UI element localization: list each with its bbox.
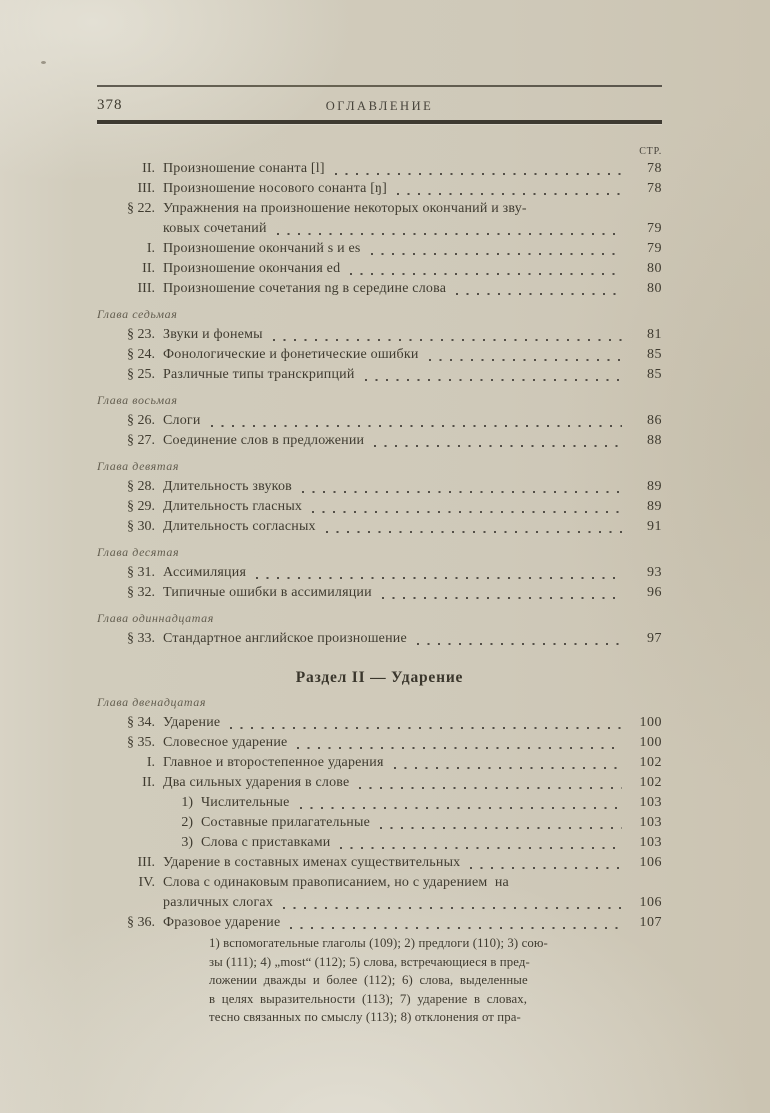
- entry-label: § 24.: [127, 347, 155, 362]
- note-line: ложении дважды и более (112); 6) слова, выделенные: [209, 973, 528, 987]
- page-number: 85: [647, 367, 662, 382]
- toc-entry: [97, 753, 662, 773]
- footnote-summary: [209, 934, 618, 1027]
- page-number: 78: [647, 161, 662, 176]
- page-number: 79: [647, 221, 662, 236]
- dot-leader: [456, 293, 622, 295]
- entry-text: Длительность гласных: [163, 499, 303, 514]
- toc-entry: [97, 583, 662, 603]
- entry-label: II.: [142, 261, 155, 276]
- page-number: 93: [647, 565, 662, 580]
- page-number: 78: [647, 181, 662, 196]
- chapter-heading: Глава седьмая: [97, 307, 178, 321]
- header-top-rule: [97, 85, 662, 87]
- entry-text: Произношение носового сонанта [ŋ]: [163, 181, 388, 196]
- dot-leader: [380, 827, 622, 829]
- dot-leader: [382, 597, 622, 599]
- toc-entry: [97, 913, 662, 933]
- toc-section: [97, 546, 662, 603]
- entry-label: I.: [146, 241, 155, 256]
- note-line: в целях выразительности (113); 7) ударение в словах,: [209, 991, 528, 1006]
- dot-leader: [374, 445, 622, 447]
- dot-leader: [340, 847, 622, 849]
- chapter-heading: Глава восьмая: [97, 393, 178, 407]
- page-number: 106: [639, 855, 662, 870]
- page-number: 80: [647, 261, 662, 276]
- table-of-contents: [97, 159, 662, 1027]
- entry-label: I.: [146, 755, 155, 770]
- toc-entry: [97, 431, 662, 451]
- entry-text: Стандартное английское произношение: [163, 631, 407, 646]
- entry-text: Длительность звуков: [163, 479, 292, 494]
- entry-text: Слова с приставками: [201, 835, 331, 850]
- page-number: 79: [647, 241, 662, 256]
- toc-section: [97, 394, 662, 451]
- dot-leader: [397, 193, 622, 195]
- dot-leader: [211, 425, 622, 427]
- entry-label: § 22.: [127, 201, 155, 216]
- toc-entry: [97, 563, 662, 583]
- toc-entry: [97, 793, 662, 813]
- entry-label: § 29.: [127, 499, 155, 514]
- entry-label: § 28.: [127, 479, 155, 494]
- toc-entry: [97, 813, 662, 833]
- note-line: тесно связанных по смыслу (113); 8) отклонения от пра-: [209, 1010, 521, 1024]
- note-line: зы (111); 4) „most“ (112); 5) слова, встречающиеся в пред-: [209, 954, 530, 969]
- dot-leader: [335, 173, 622, 175]
- entry-text: Составные прилагательные: [201, 815, 371, 830]
- toc-entry: [97, 833, 662, 853]
- toc-entry: [97, 713, 662, 733]
- entry-text: Длительность согласных: [163, 519, 316, 534]
- page-number: 88: [647, 433, 662, 448]
- page-number: 100: [639, 735, 662, 750]
- entry-label: III.: [137, 181, 155, 196]
- entry-label: § 31.: [127, 565, 155, 580]
- toc-entry: [97, 873, 662, 893]
- page-number: 107: [639, 915, 662, 930]
- page-number-folio: 378: [97, 97, 123, 113]
- dot-leader: [277, 233, 622, 235]
- toc-entry: [97, 279, 662, 299]
- entry-text: Ударение: [163, 715, 221, 730]
- toc-section: [97, 460, 662, 537]
- toc-section: [97, 308, 662, 385]
- dot-leader: [273, 339, 622, 341]
- toc-entry: [97, 411, 662, 431]
- page-number: 85: [647, 347, 662, 362]
- entry-text: ковых сочетаний: [163, 221, 267, 236]
- page-number: 103: [639, 835, 662, 850]
- entry-label: § 25.: [127, 367, 155, 382]
- page-number: 100: [639, 715, 662, 730]
- entry-label: § 30.: [127, 519, 155, 534]
- dot-leader: [300, 807, 623, 809]
- dot-leader: [359, 787, 622, 789]
- entry-label: § 33.: [127, 631, 155, 646]
- dot-leader: [302, 491, 622, 493]
- dot-leader: [283, 907, 622, 909]
- entry-label: § 27.: [127, 433, 155, 448]
- toc-entry: [97, 477, 662, 497]
- toc-entry: [97, 773, 662, 793]
- entry-label: II.: [142, 775, 155, 790]
- toc-section: [97, 159, 662, 299]
- entry-label: § 32.: [127, 585, 155, 600]
- entry-text: Словесное ударение: [163, 735, 288, 750]
- entry-text: Соединение слов в предложении: [163, 433, 365, 448]
- page-number: 96: [647, 585, 662, 600]
- page-number: 103: [639, 795, 662, 810]
- toc-entry: [97, 517, 662, 537]
- dot-leader: [290, 927, 622, 929]
- page-number: 97: [647, 631, 662, 646]
- page-number: 89: [647, 499, 662, 514]
- entry-text: Произношение окончаний s и es: [163, 241, 361, 256]
- chapter-heading: Глава девятая: [97, 459, 180, 473]
- dot-leader: [470, 867, 622, 869]
- toc-entry: [97, 179, 662, 199]
- page-content: [97, 85, 662, 1027]
- entry-label: III.: [137, 281, 155, 296]
- toc-entry: [97, 893, 662, 913]
- entry-text: Произношение окончания ed: [163, 261, 341, 276]
- entry-text: Слова с одинаковым правописанием, но с ударением на: [163, 875, 509, 890]
- entry-text: Ассимиляция: [163, 565, 247, 580]
- page-number: 81: [647, 327, 662, 342]
- page-number: 80: [647, 281, 662, 296]
- dot-leader: [350, 273, 622, 275]
- dot-leader: [256, 577, 622, 579]
- toc-entry: [97, 853, 662, 873]
- dot-leader: [326, 531, 622, 533]
- entry-label: II.: [142, 161, 155, 176]
- page-number: 91: [647, 519, 662, 534]
- entry-label: § 34.: [127, 715, 155, 730]
- entry-label: § 36.: [127, 915, 155, 930]
- paper-speck: [41, 61, 46, 64]
- dot-leader: [365, 379, 622, 381]
- toc-entry: [97, 159, 662, 179]
- page-number: 102: [639, 755, 662, 770]
- toc-entry: [97, 365, 662, 385]
- entry-text: Ударение в составных именах существительных: [163, 855, 461, 870]
- entry-text: Фонологические и фонетические ошибки: [163, 347, 419, 362]
- chapter-heading: Глава десятая: [97, 545, 180, 559]
- note-line: 1) вспомогательные глаголы (109); 2) предлоги (110); 3) сою-: [209, 936, 548, 950]
- dot-leader: [394, 767, 622, 769]
- entry-text: Главное и второстепенное ударения: [163, 755, 384, 770]
- page-number: 102: [639, 775, 662, 790]
- dot-leader: [429, 359, 622, 361]
- entry-text: Произношение сочетания ng в середине слова: [163, 281, 447, 296]
- toc-entry: [97, 629, 662, 649]
- dot-leader: [371, 253, 622, 255]
- entry-label: § 26.: [127, 413, 155, 428]
- chapter-heading: Глава одиннадцатая: [97, 611, 214, 625]
- entry-text: различных слогах: [163, 895, 274, 910]
- entry-text: Два сильных ударения в слове: [163, 775, 350, 790]
- entry-label: IV.: [138, 875, 155, 890]
- toc-entry: [97, 325, 662, 345]
- page-number: 86: [647, 413, 662, 428]
- entry-text: Числительные: [201, 795, 290, 810]
- dot-leader: [230, 727, 622, 729]
- header-bottom-rule: [97, 120, 662, 124]
- toc-section: [97, 669, 662, 1027]
- toc-entry: [97, 239, 662, 259]
- entry-text: Произношение сонанта [l]: [163, 161, 325, 176]
- entry-text: Типичные ошибки в ассимиляции: [163, 585, 372, 600]
- entry-label: § 35.: [127, 735, 155, 750]
- toc-entry: [97, 259, 662, 279]
- entry-label: 1): [181, 795, 193, 810]
- toc-entry: [97, 345, 662, 365]
- entry-text: Упражнения на произношение некоторых окончаний и зву-: [163, 201, 527, 216]
- entry-text: Слоги: [163, 413, 201, 428]
- section-heading: Раздел II — Ударение: [295, 669, 464, 686]
- page-number: 89: [647, 479, 662, 494]
- page-number: 103: [639, 815, 662, 830]
- entry-text: Звуки и фонемы: [163, 327, 263, 342]
- toc-section: [97, 612, 662, 649]
- entry-text: Различные типы транскрипций: [163, 367, 355, 382]
- toc-entry: [97, 497, 662, 517]
- page-title: ОГЛАВЛЕНИЕ: [325, 99, 434, 113]
- entry-label: 2): [181, 815, 193, 830]
- toc-entry: [97, 199, 662, 219]
- chapter-heading: Глава двенадцатая: [97, 695, 207, 709]
- dot-leader: [417, 643, 622, 645]
- toc-entry: [97, 219, 662, 239]
- entry-label: III.: [137, 855, 155, 870]
- running-header: [97, 93, 662, 120]
- dot-leader: [312, 511, 622, 513]
- entry-label: 3): [181, 835, 193, 850]
- entry-text: Фразовое ударение: [163, 915, 281, 930]
- dot-leader: [297, 747, 622, 749]
- entry-label: § 23.: [127, 327, 155, 342]
- page-number: 106: [639, 895, 662, 910]
- page-column-label: СТР.: [639, 146, 662, 157]
- toc-entry: [97, 733, 662, 753]
